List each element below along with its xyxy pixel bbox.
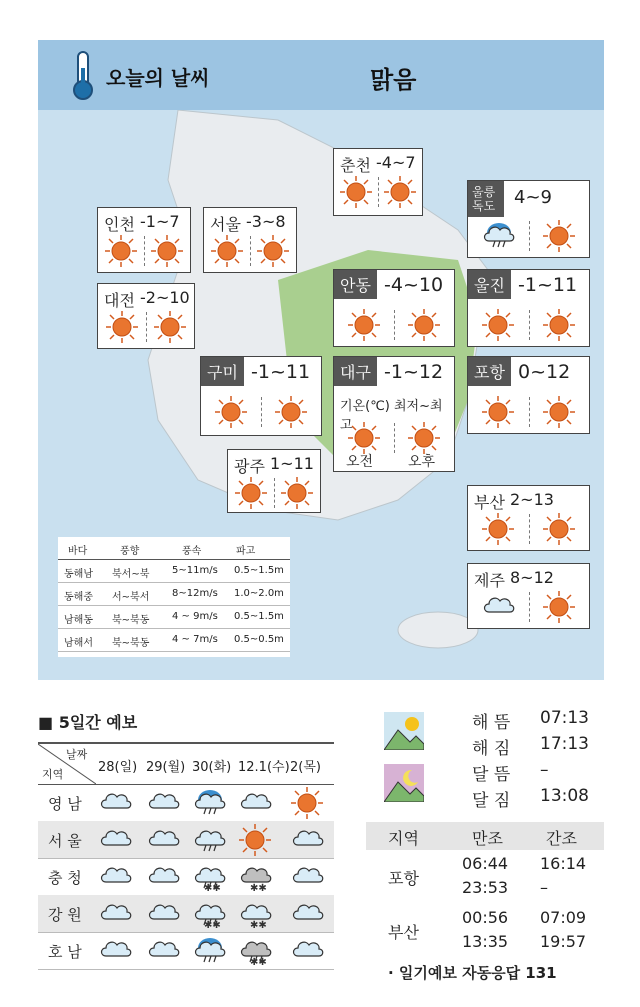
region-name: 호 남 — [48, 943, 82, 961]
map-header — [38, 40, 604, 110]
city-range: -1~11 — [518, 274, 578, 296]
forecast-weather-icon — [98, 860, 134, 892]
astro-label: 달 뜸 — [472, 765, 511, 785]
astro-label: 해 짐 — [472, 739, 511, 759]
city-name: 대전 — [104, 291, 135, 310]
am-weather-icon — [105, 310, 139, 344]
astro-label: 해 뜸 — [472, 713, 511, 733]
svg-text:✱✱: ✱✱ — [204, 883, 221, 892]
am-weather-icon — [481, 308, 515, 342]
sea-header-direction: 풍향 — [120, 546, 140, 557]
pm-weather-icon — [542, 590, 576, 624]
sea-cell: 서~북서 — [112, 592, 150, 603]
pm-weather-icon — [256, 234, 290, 268]
sea-row — [58, 629, 290, 652]
forecast-weather-icon — [146, 897, 182, 929]
forecast-weather-icon — [192, 934, 228, 966]
sea-header-wave: 파고 — [236, 546, 256, 557]
astro-value: 13:08 — [540, 786, 589, 806]
city-name: 제주 — [474, 571, 505, 590]
forecast-weather-icon — [98, 823, 134, 855]
region-name: 강 원 — [48, 906, 82, 924]
legend-temp: 기온(℃) 최저~최고 — [340, 399, 443, 433]
city-name: 대구 — [334, 357, 377, 386]
sea-cell: 8~12m/s — [172, 588, 218, 599]
forecast-weather-icon — [238, 860, 274, 892]
tide-high: 00:56 — [462, 908, 509, 927]
footer-phone: · 일기예보 자동응답 131 — [388, 964, 557, 982]
forecast-header — [38, 742, 334, 785]
corner-date: 날짜 — [66, 748, 88, 761]
forecast-weather-icon — [238, 786, 274, 818]
astro-value: 17:13 — [540, 734, 589, 754]
pm-weather-icon — [407, 308, 441, 342]
forecast-weather-icon — [290, 786, 324, 820]
tide-low: 19:57 — [540, 932, 587, 951]
pm-weather-icon — [274, 395, 308, 429]
forecast-weather-icon — [290, 823, 326, 855]
pm-weather-icon — [150, 234, 184, 268]
legend-pm: 오후 — [408, 454, 436, 470]
city-name: 포항 — [468, 357, 511, 386]
city-range: -1~11 — [251, 361, 311, 383]
city-card-11 — [467, 485, 590, 551]
city-name: 광주 — [234, 457, 265, 476]
forecast-weather-icon — [192, 786, 228, 818]
tide-low: 07:09 — [540, 908, 587, 927]
thermometer-icon — [68, 50, 98, 102]
city-name: 춘천 — [340, 156, 371, 175]
forecast-weather-icon — [290, 897, 326, 929]
pm-weather-icon — [542, 395, 576, 429]
pm-weather-icon — [383, 175, 417, 209]
sea-row — [58, 583, 290, 606]
forecast-weather-icon — [238, 934, 274, 966]
tide-region: 포항 — [388, 869, 419, 888]
sea-row — [58, 560, 290, 583]
sea-cell: 북~북동 — [112, 615, 150, 626]
am-weather-icon — [481, 219, 517, 251]
sea-cell: 4 ~ 9m/s — [172, 611, 218, 622]
forecast-row — [38, 858, 334, 896]
tide-header-region: 지역 — [388, 829, 419, 848]
forecast-weather-icon — [238, 823, 272, 857]
am-weather-icon — [210, 234, 244, 268]
forecast-weather-icon — [98, 786, 134, 818]
region-name: 서 울 — [48, 832, 82, 850]
city-range: -3~8 — [246, 212, 286, 231]
city-card-8 — [333, 356, 455, 472]
forecast-weather-icon — [146, 860, 182, 892]
city-card-9 — [467, 356, 590, 434]
sea-cell: 북~북동 — [112, 638, 150, 649]
forecast-weather-icon — [192, 860, 228, 892]
city-name: 인천 — [104, 215, 135, 234]
astro-value: – — [540, 760, 549, 780]
city-card-2 — [203, 207, 297, 273]
city-range: 8~12 — [510, 568, 554, 587]
forecast-row — [38, 932, 334, 970]
forecast-weather-icon — [146, 934, 182, 966]
forecast-weather-icon — [192, 897, 228, 929]
am-weather-icon — [481, 512, 515, 546]
am-weather-icon — [234, 476, 268, 510]
sea-cell: 동해중 — [64, 592, 93, 603]
legend-am: 오전 — [346, 454, 374, 470]
city-range: -1~12 — [384, 361, 444, 383]
forecast-weather-icon — [290, 860, 326, 892]
forecast-date: 28(일) — [98, 760, 138, 775]
corner-region: 지역 — [42, 768, 64, 781]
city-card-4 — [97, 283, 195, 349]
tide-header — [366, 822, 604, 850]
region-name: 충 청 — [48, 869, 82, 887]
tide-high: 23:53 — [462, 878, 509, 897]
astro-label: 달 짐 — [472, 791, 511, 811]
sunrise-icon — [384, 712, 424, 750]
sea-cell: 5~11m/s — [172, 565, 218, 576]
forecast-weather-icon — [290, 934, 326, 966]
tide-low: 16:14 — [540, 854, 587, 873]
pm-weather-icon — [542, 308, 576, 342]
sea-cell: 0.5~1.5m — [234, 565, 284, 576]
pm-weather-icon — [542, 512, 576, 546]
city-card-5 — [333, 269, 455, 347]
sea-cell: 남해동 — [64, 615, 93, 626]
am-weather-icon — [104, 234, 138, 268]
city-name: 안동 — [334, 270, 377, 299]
astro-value: 07:13 — [540, 708, 589, 728]
city-range: 1~11 — [270, 454, 314, 473]
forecast-date: 12.1(수) — [238, 760, 290, 775]
city-card-7 — [200, 356, 322, 436]
city-range: -4~7 — [376, 153, 416, 172]
city-name: 울진 — [468, 270, 511, 299]
am-weather-icon — [481, 590, 517, 622]
condition: 맑음 — [370, 66, 417, 94]
forecast-row — [38, 784, 334, 822]
city-range: -2~10 — [140, 288, 190, 307]
sea-table — [58, 537, 290, 657]
forecast-date: 29(월) — [146, 760, 186, 775]
tide-high: 13:35 — [462, 932, 509, 951]
sea-header-speed: 풍속 — [182, 546, 202, 557]
city-range: 0~12 — [518, 361, 571, 383]
sea-cell: 0.5~1.5m — [234, 611, 284, 622]
tide-header-high: 만조 — [472, 829, 503, 848]
sea-cell: 0.5~0.5m — [234, 634, 284, 645]
sea-cell: 남해서 — [64, 638, 93, 649]
am-weather-icon — [481, 395, 515, 429]
forecast-weather-icon — [146, 823, 182, 855]
city-card-3 — [467, 180, 590, 258]
city-card-10 — [227, 449, 321, 513]
region-name: 영 남 — [48, 795, 82, 813]
svg-text:✱✱: ✱✱ — [250, 920, 267, 929]
svg-text:✱✱: ✱✱ — [250, 883, 267, 892]
moon-icon — [384, 764, 424, 802]
city-name: 서울 — [210, 215, 241, 234]
forecast-weather-icon — [98, 934, 134, 966]
sea-cell: 1.0~2.0m — [234, 588, 284, 599]
pm-weather-icon — [542, 219, 576, 253]
city-name: 울릉독도 — [468, 181, 504, 217]
am-weather-icon — [214, 395, 248, 429]
tide-header-low: 간조 — [546, 829, 577, 848]
city-card-1 — [97, 207, 191, 273]
city-name: 구미 — [201, 357, 244, 386]
city-card-12 — [467, 563, 590, 629]
pm-weather-icon — [153, 310, 187, 344]
sea-cell: 북서~북 — [112, 569, 150, 580]
city-range: -1~7 — [140, 212, 180, 231]
forecast-weather-icon — [238, 897, 274, 929]
sea-header-region: 바다 — [68, 546, 88, 557]
sea-cell: 4 ~ 7m/s — [172, 634, 218, 645]
forecast-weather-icon — [98, 897, 134, 929]
sea-row — [58, 606, 290, 629]
forecast-weather-icon — [146, 786, 182, 818]
city-card-0 — [333, 148, 423, 216]
forecast-date: 2(목) — [290, 760, 321, 775]
svg-text:✱✱: ✱✱ — [204, 920, 221, 929]
forecast-date: 30(화) — [192, 760, 232, 775]
forecast-title: ■ 5일간 예보 — [38, 713, 138, 732]
tide-low: – — [540, 878, 548, 897]
forecast-row — [38, 821, 334, 859]
pm-weather-icon — [280, 476, 314, 510]
am-weather-icon — [347, 308, 381, 342]
city-range: 2~13 — [510, 490, 554, 509]
city-range: -4~10 — [384, 274, 444, 296]
am-weather-icon — [339, 175, 373, 209]
tide-region: 부산 — [388, 923, 419, 942]
city-card-6 — [467, 269, 590, 347]
svg-text:✱✱: ✱✱ — [250, 957, 267, 966]
city-name: 부산 — [474, 493, 505, 512]
forecast-weather-icon — [192, 823, 228, 855]
title: 오늘의 날씨 — [106, 66, 210, 90]
tide-high: 06:44 — [462, 854, 509, 873]
sea-cell: 동해남 — [64, 569, 93, 580]
forecast-row — [38, 895, 334, 933]
city-range: 4~9 — [514, 187, 552, 208]
